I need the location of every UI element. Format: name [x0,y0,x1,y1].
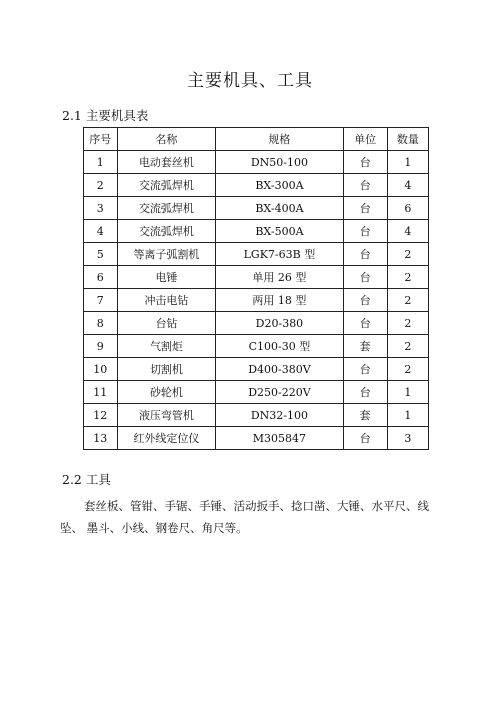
cell-spec: BX-300A [216,174,343,197]
cell-index: 1 [84,151,118,174]
cell-name: 交流弧焊机 [117,220,216,243]
cell-name: 等离子弧割机 [117,243,216,266]
cell-unit: 台 [343,312,387,335]
cell-unit: 台 [343,266,387,289]
table-row [84,404,429,427]
cell-index: 13 [84,427,118,450]
equipment-table [83,127,429,450]
cell-name: 交流弧焊机 [117,197,216,220]
cell-index: 8 [84,312,118,335]
cell-index: 11 [84,381,118,404]
cell-name: 电动套丝机 [117,151,216,174]
cell-index: 9 [84,335,118,358]
table-row [84,220,429,243]
cell-index: 2 [84,174,118,197]
cell-quantity: 1 [387,381,428,404]
cell-spec: D20-380 [216,312,343,335]
header-name: 名称 [117,128,216,151]
cell-unit: 台 [343,220,387,243]
cell-spec: BX-400A [216,197,343,220]
header-spec: 规格 [216,128,343,151]
cell-quantity: 2 [387,312,428,335]
header-unit: 单位 [343,128,387,151]
cell-quantity: 1 [387,151,428,174]
cell-index: 10 [84,358,118,381]
cell-name: 砂轮机 [117,381,216,404]
table-row [84,289,429,312]
table-row [84,312,429,335]
cell-quantity: 4 [387,174,428,197]
cell-unit: 台 [343,174,387,197]
cell-spec: LGK7-63B 型 [216,243,343,266]
cell-unit: 套 [343,335,387,358]
table-row [84,151,429,174]
cell-unit: 套 [343,404,387,427]
cell-index: 5 [84,243,118,266]
cell-name: 台钻 [117,312,216,335]
table-row [84,243,429,266]
cell-unit: 台 [343,243,387,266]
cell-index: 3 [84,197,118,220]
cell-spec: BX-500A [216,220,343,243]
cell-quantity: 2 [387,266,428,289]
cell-unit: 台 [343,427,387,450]
cell-unit: 台 [343,151,387,174]
cell-unit: 台 [343,381,387,404]
table-row [84,174,429,197]
cell-index: 6 [84,266,118,289]
cell-quantity: 2 [387,358,428,381]
cell-spec: 两用 18 型 [216,289,343,312]
header-quantity: 数量 [387,128,428,151]
table-row [84,381,429,404]
cell-name: 切割机 [117,358,216,381]
cell-quantity: 2 [387,335,428,358]
table-row [84,197,429,220]
cell-spec: D250-220V [216,381,343,404]
cell-spec: DN32-100 [216,404,343,427]
cell-quantity: 6 [387,197,428,220]
cell-spec: D400-380V [216,358,343,381]
cell-unit: 台 [343,358,387,381]
cell-unit: 台 [343,289,387,312]
cell-spec: C100-30 型 [216,335,343,358]
cell-unit: 台 [343,197,387,220]
cell-quantity: 3 [387,427,428,450]
table-row [84,335,429,358]
section-heading-equipment: 2.1 主要机具表 [62,108,149,123]
cell-name: 电锤 [117,266,216,289]
cell-name: 红外线定位仪 [117,427,216,450]
cell-spec: 单用 26 型 [216,266,343,289]
header-index: 序号 [84,128,118,151]
cell-quantity: 2 [387,243,428,266]
cell-spec: M305847 [216,427,343,450]
section-heading-tools: 2.2 工具 [62,472,111,487]
cell-index: 12 [84,404,118,427]
table-row [84,427,429,450]
cell-quantity: 4 [387,220,428,243]
table-row [84,358,429,381]
cell-index: 7 [84,289,118,312]
cell-name: 冲击电钻 [117,289,216,312]
cell-name: 交流弧焊机 [117,174,216,197]
table-header-row [84,128,429,151]
cell-quantity: 2 [387,289,428,312]
table-row [84,266,429,289]
cell-index: 4 [84,220,118,243]
tools-paragraph: 套丝板、管钳、手锯、手锤、活动扳手、捻口凿、大锤、水平尺、线坠、 墨斗、小线、钢卷尺、角尺等。 [60,499,429,535]
cell-name: 气割炬 [117,335,216,358]
cell-name: 液压弯管机 [117,404,216,427]
document-title: 主要机具、工具 [187,71,313,91]
cell-quantity: 1 [387,404,428,427]
cell-spec: DN50-100 [216,151,343,174]
